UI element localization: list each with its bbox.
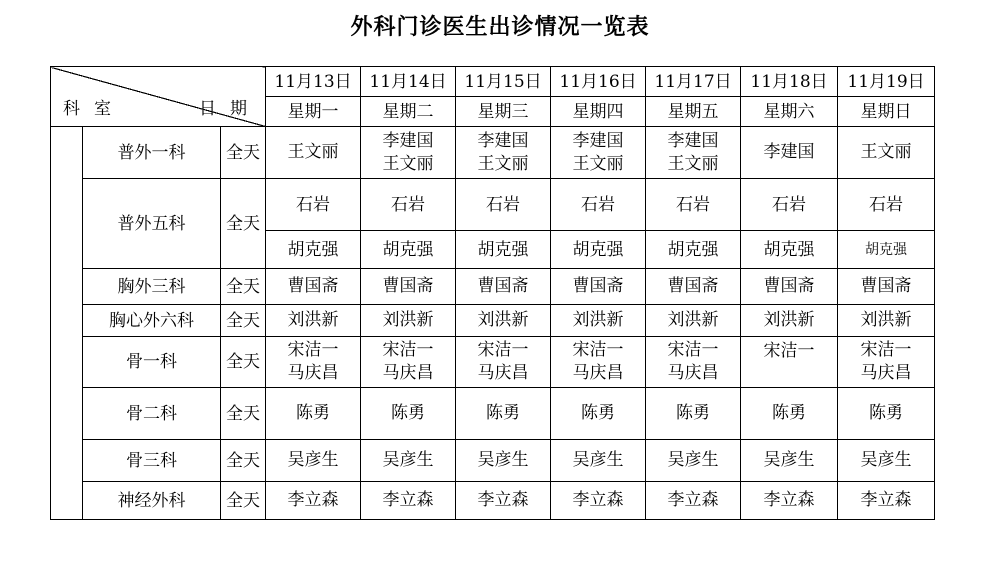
date-header: 11月16日 xyxy=(551,67,646,97)
page-title: 外科门诊医生出诊情况一览表 xyxy=(350,15,650,40)
doctor-cell xyxy=(741,440,838,482)
doctor-name: 马庆昌 xyxy=(860,363,912,383)
weekday-header: 星期一 xyxy=(266,97,361,127)
dept-cell: 普外五科 xyxy=(83,179,221,269)
doctor-cell xyxy=(266,482,361,520)
left-blank-column xyxy=(51,127,83,520)
doctor-name: 吴彦生 xyxy=(382,450,434,470)
time-cell: 全天 xyxy=(221,482,266,520)
doctor-name: 李立森 xyxy=(477,490,529,510)
doctor-cell xyxy=(456,127,551,179)
doctor-cell xyxy=(266,337,361,388)
doctor-cell xyxy=(551,127,646,179)
dept-cell: 胸外三科 xyxy=(83,269,221,305)
doctor-cell xyxy=(741,388,838,440)
doctor-cell xyxy=(361,337,456,388)
doctor-name: 刘洪新 xyxy=(572,310,624,330)
doctor-cell: 石岩 xyxy=(741,179,838,231)
doctor-name: 宋洁一 xyxy=(572,340,624,360)
date-header-row xyxy=(51,67,935,97)
doctor-cell: 石岩 xyxy=(266,179,361,231)
doctor-name: 吴彦生 xyxy=(667,450,719,470)
date-header: 11月14日 xyxy=(361,67,456,97)
doctor-name: 李立森 xyxy=(667,490,719,510)
doctor-name: 曹国斋 xyxy=(382,276,434,296)
doctor-cell xyxy=(551,440,646,482)
time-cell: 全天 xyxy=(221,388,266,440)
dept-cell: 神经外科 xyxy=(83,482,221,520)
doctor-cell xyxy=(646,440,741,482)
doctor-cell xyxy=(361,482,456,520)
time-cell: 全天 xyxy=(221,440,266,482)
table-row xyxy=(51,440,935,482)
doctor-cell xyxy=(741,269,838,305)
doctor-cell xyxy=(361,305,456,337)
time-cell: 全天 xyxy=(221,337,266,388)
doctor-cell: 胡克强 xyxy=(456,231,551,269)
doctor-name: 刘洪新 xyxy=(860,310,912,330)
weekday-header: 星期日 xyxy=(838,97,935,127)
doctor-name: 马庆昌 xyxy=(382,363,434,383)
doctor-name: 宋洁一 xyxy=(860,340,912,360)
doctor-name: 李建国 xyxy=(763,142,815,162)
date-header: 11月19日 xyxy=(838,67,935,97)
time-cell: 全天 xyxy=(221,305,266,337)
doctor-cell xyxy=(838,269,935,305)
doctor-cell xyxy=(266,269,361,305)
doctor-cell xyxy=(838,388,935,440)
dept-cell: 骨一科 xyxy=(83,337,221,388)
doctor-name: 王文丽 xyxy=(860,142,912,162)
doctor-name: 王文丽 xyxy=(477,153,529,174)
date-header: 11月18日 xyxy=(741,67,838,97)
doctor-name: 刘洪新 xyxy=(382,310,434,330)
doctor-name: 吴彦生 xyxy=(763,450,815,470)
doctor-name: 马庆昌 xyxy=(477,363,529,383)
corner-header-cell xyxy=(51,67,266,127)
doctor-cell xyxy=(551,305,646,337)
doctor-name: 曹国斋 xyxy=(287,276,339,296)
doctor-cell xyxy=(456,482,551,520)
doctor-name: 曹国斋 xyxy=(477,276,529,296)
doctor-cell: 胡克强 xyxy=(551,231,646,269)
doctor-cell xyxy=(646,388,741,440)
dept-cell: 普外一科 xyxy=(83,127,221,179)
time-cell: 全天 xyxy=(221,127,266,179)
doctor-cell xyxy=(456,388,551,440)
doctor-name: 陈勇 xyxy=(676,403,711,423)
doctor-name: 李立森 xyxy=(572,490,624,510)
doctor-name: 王文丽 xyxy=(287,142,339,162)
doctor-name: 曹国斋 xyxy=(860,276,912,296)
date-header: 11月15日 xyxy=(456,67,551,97)
doctor-name: 王文丽 xyxy=(667,153,719,174)
doctor-cell xyxy=(838,305,935,337)
table-row xyxy=(51,388,935,440)
doctor-cell xyxy=(266,388,361,440)
weekday-header: 星期六 xyxy=(741,97,838,127)
doctor-name: 马庆昌 xyxy=(572,363,624,383)
table-row xyxy=(51,179,935,231)
doctor-name: 刘洪新 xyxy=(667,310,719,330)
doctor-cell xyxy=(646,337,741,388)
doctor-cell xyxy=(361,127,456,179)
corner-date-label: 日期 xyxy=(199,99,262,119)
doctor-name: 王文丽 xyxy=(572,153,624,174)
weekday-header: 星期五 xyxy=(646,97,741,127)
doctor-name: 曹国斋 xyxy=(572,276,624,296)
doctor-cell: 胡克强 xyxy=(646,231,741,269)
doctor-cell xyxy=(838,482,935,520)
doctor-cell xyxy=(741,337,838,388)
doctor-cell xyxy=(646,127,741,179)
schedule-table xyxy=(50,66,935,520)
dept-cell: 骨二科 xyxy=(83,388,221,440)
doctor-name: 马庆昌 xyxy=(287,363,339,383)
doctor-cell xyxy=(741,482,838,520)
doctor-cell xyxy=(551,337,646,388)
doctor-cell xyxy=(646,305,741,337)
doctor-name: 王文丽 xyxy=(382,153,434,174)
doctor-cell xyxy=(838,337,935,388)
doctor-name: 李建国 xyxy=(667,130,719,151)
doctor-cell xyxy=(456,305,551,337)
doctor-name: 宋洁一 xyxy=(667,340,719,360)
doctor-cell xyxy=(266,440,361,482)
doctor-name: 李建国 xyxy=(477,130,529,151)
doctor-cell xyxy=(361,269,456,305)
doctor-cell xyxy=(838,440,935,482)
doctor-name: 李立森 xyxy=(860,490,912,510)
doctor-name: 李立森 xyxy=(382,490,434,510)
doctor-cell xyxy=(456,337,551,388)
doctor-cell xyxy=(646,482,741,520)
corner-dept-label: 科室 xyxy=(63,99,125,119)
doctor-cell xyxy=(551,269,646,305)
doctor-name: 陈勇 xyxy=(296,403,331,423)
dept-cell: 骨三科 xyxy=(83,440,221,482)
doctor-cell xyxy=(266,127,361,179)
weekday-header: 星期三 xyxy=(456,97,551,127)
date-header: 11月17日 xyxy=(646,67,741,97)
doctor-cell xyxy=(361,388,456,440)
doctor-cell: 胡克强 xyxy=(838,231,935,269)
table-row xyxy=(51,127,935,179)
doctor-name: 李建国 xyxy=(382,130,434,151)
doctor-name: 吴彦生 xyxy=(572,450,624,470)
doctor-cell xyxy=(551,388,646,440)
doctor-cell: 石岩 xyxy=(551,179,646,231)
doctor-cell xyxy=(551,482,646,520)
doctor-name: 宋洁一 xyxy=(287,340,339,360)
doctor-name: 宋洁一 xyxy=(763,341,815,361)
doctor-cell xyxy=(361,440,456,482)
doctor-name: 陈勇 xyxy=(772,403,807,423)
weekday-header: 星期二 xyxy=(361,97,456,127)
doctor-cell: 胡克强 xyxy=(266,231,361,269)
doctor-cell xyxy=(741,127,838,179)
doctor-cell xyxy=(741,305,838,337)
doctor-name: 宋洁一 xyxy=(382,340,434,360)
table-row xyxy=(51,305,935,337)
doctor-name: 曹国斋 xyxy=(763,276,815,296)
doctor-name: 李立森 xyxy=(763,490,815,510)
doctor-name: 陈勇 xyxy=(581,403,616,423)
doctor-cell: 石岩 xyxy=(361,179,456,231)
doctor-name: 宋洁一 xyxy=(477,340,529,360)
doctor-cell: 石岩 xyxy=(646,179,741,231)
doctor-cell xyxy=(456,440,551,482)
doctor-name: 李建国 xyxy=(572,130,624,151)
dept-cell: 胸心外六科 xyxy=(83,305,221,337)
table-row xyxy=(51,337,935,388)
doctor-cell xyxy=(838,127,935,179)
weekday-header: 星期四 xyxy=(551,97,646,127)
doctor-name: 吴彦生 xyxy=(477,450,529,470)
doctor-cell: 石岩 xyxy=(456,179,551,231)
time-cell: 全天 xyxy=(221,269,266,305)
doctor-name: 陈勇 xyxy=(486,403,521,423)
doctor-name: 陈勇 xyxy=(869,403,904,423)
doctor-name: 刘洪新 xyxy=(763,310,815,330)
doctor-name: 刘洪新 xyxy=(287,310,339,330)
doctor-cell: 石岩 xyxy=(838,179,935,231)
doctor-cell: 胡克强 xyxy=(741,231,838,269)
doctor-name: 马庆昌 xyxy=(667,363,719,383)
doctor-cell xyxy=(646,269,741,305)
table-row xyxy=(51,482,935,520)
doctor-cell xyxy=(266,305,361,337)
doctor-name: 曹国斋 xyxy=(667,276,719,296)
doctor-name: 陈勇 xyxy=(391,403,426,423)
doctor-cell xyxy=(456,269,551,305)
doctor-name: 吴彦生 xyxy=(860,450,912,470)
date-header: 11月13日 xyxy=(266,67,361,97)
doctor-name: 刘洪新 xyxy=(477,310,529,330)
doctor-name: 吴彦生 xyxy=(287,450,339,470)
time-cell: 全天 xyxy=(221,179,266,269)
table-row xyxy=(51,269,935,305)
doctor-cell: 胡克强 xyxy=(361,231,456,269)
doctor-name: 李立森 xyxy=(287,490,339,510)
